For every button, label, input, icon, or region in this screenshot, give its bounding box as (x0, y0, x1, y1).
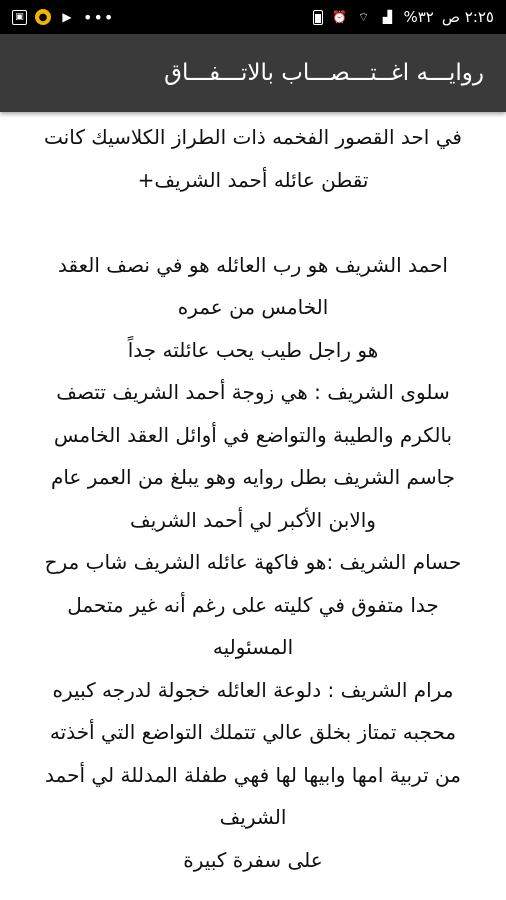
status-left-group (12, 8, 114, 27)
story-line: على سفرة كبيرة (183, 847, 323, 872)
story-line: حسام الشريف :هو فاكهة عائله الشريف شاب مرح (44, 550, 462, 574)
app-title: روايـــه اغــتـــصـــاب بالاتـــفـــاق (164, 60, 484, 86)
coin-icon: ● (35, 9, 51, 25)
story-line: بالكرم والطيبة والتواضع في أوائل العقد الخامس (53, 422, 453, 447)
wifi-icon: ⌔ (357, 9, 370, 24)
story-text[interactable] (0, 116, 506, 900)
overflow-dots: ••• (83, 7, 115, 27)
story-line: محجبه تمتاز بخلق عالي تتملك التواضع التي أخذته (49, 720, 457, 744)
story-line (22, 201, 484, 244)
story-line: سلوى الشريف : هي زوجة أحمد الشريف تتصف (56, 380, 450, 404)
story-line: المسئوليه (212, 635, 294, 659)
alarm-icon: ⏰ (331, 10, 347, 24)
story-line: احمد الشريف هو رب العائله هو في نصف العقد (58, 252, 448, 277)
story-line: والابن الأكبر لي أحمد الشريف (130, 507, 376, 532)
signal-icon: ▟ (382, 10, 393, 24)
battery-icon (313, 10, 323, 25)
story-line: الشريف (219, 805, 287, 829)
story-line: مرام الشريف : دلوعة العائله خجولة لدرجه كبيره (52, 677, 454, 702)
story-line: هو راجل طيب يحب عائلته جداً (127, 337, 379, 362)
clock: ٢:٢٥ ص (441, 8, 494, 26)
battery-percent: %٣٢ (403, 8, 434, 26)
image-icon: ▣ (12, 10, 27, 25)
story-line: الخامس من عمره (177, 295, 329, 319)
play-store-icon: ▶ (62, 10, 72, 24)
story-line: جدا متفوق في كليته على رغم أنه غير متحمل (67, 592, 439, 617)
story-line: تقطن عائله أحمد الشريف+ (137, 167, 369, 192)
story-line: جاسم الشريف بطل روايه وهو يبلغ من العمر عام (50, 465, 456, 489)
status-right-group (313, 8, 494, 26)
story-line: من تربية امها وابيها لها فهي طفلة المدللة لي أحمد (45, 762, 461, 787)
story-line: في احد القصور الفخمه ذات الطراز الكلاسيك كانت (44, 125, 462, 149)
app-bar (0, 34, 506, 112)
status-bar (0, 0, 506, 34)
